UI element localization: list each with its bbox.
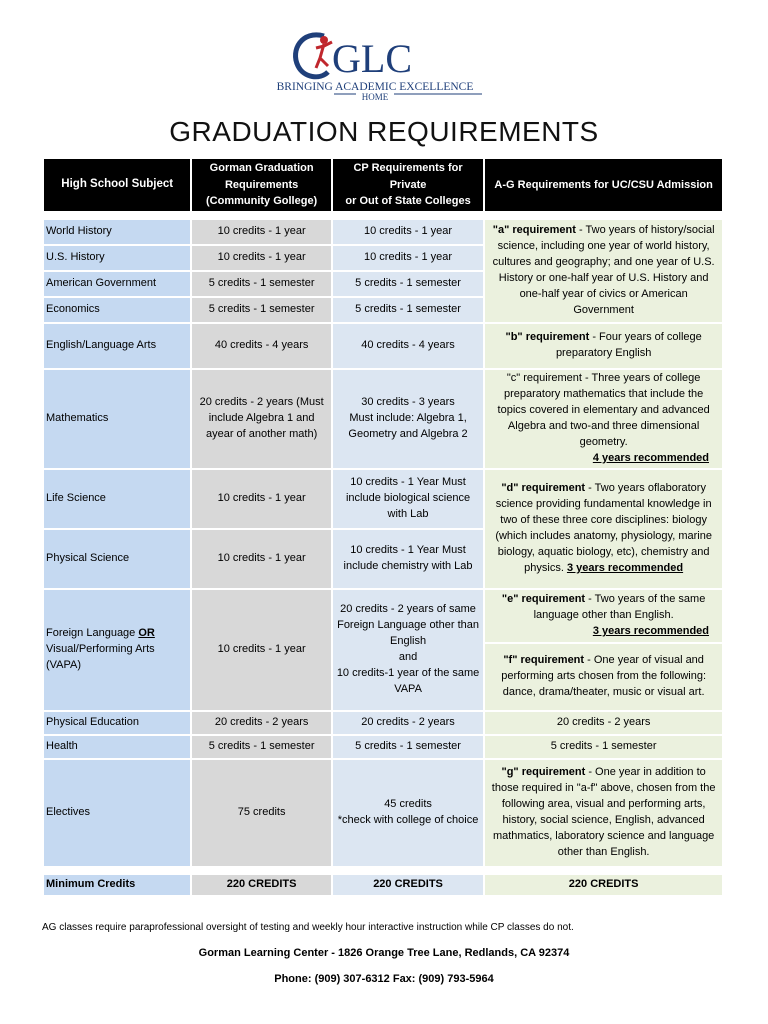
ag-g-text: - One year in addition to those required in "a-f" above, chosen from the following area, visual and performing arts, history, social science, English, advanced mathmatics, laboratory science and language other than English. (491, 766, 716, 858)
ag-a-label: "a" requirement (492, 224, 576, 237)
header-gorman-line3: (Community Gollege) (206, 195, 318, 208)
ag-g-label: "g" requirement (501, 766, 586, 779)
ag-c-recommended: 4 years recommended (592, 451, 709, 464)
ag-cell-c (485, 370, 722, 468)
glc-logo (262, 28, 488, 108)
gorman-cell: 10 credits - 1 year (192, 470, 330, 528)
table-row (44, 590, 722, 642)
table-row (44, 324, 722, 368)
logo-graphic (262, 28, 488, 108)
table-row (44, 760, 722, 866)
cp-cell: 5 credits - 1 semester (333, 736, 483, 758)
ag-cell-b (485, 324, 722, 368)
ag-b-label: "b" requirement (505, 331, 590, 344)
gorman-cell: 40 credits - 4 years (192, 324, 330, 368)
ag-b-text: - Four years of college preparatory English (555, 331, 702, 359)
subject-cell: U.S. History (44, 246, 190, 270)
subject-cell: Electives (44, 760, 190, 866)
subject-cell: Life Science (44, 470, 190, 528)
cp-electives-line2: *check with college of choice (337, 814, 479, 826)
ag-cell: 20 credits - 2 years (485, 712, 722, 734)
cp-math-line2: Must include: Algebra 1, (349, 412, 467, 425)
gorman-cell: 75 credits (192, 760, 330, 866)
table-row (44, 712, 722, 734)
subject-cell: Health (44, 736, 190, 758)
table-row (44, 220, 722, 244)
gorman-cell: 220 CREDITS (192, 875, 330, 895)
subject-cell (44, 590, 190, 710)
subject-fl-line2: Visual/Performing Arts (VAPA) (46, 643, 155, 671)
gorman-cell: 20 credits - 2 years (192, 712, 330, 734)
page-title: GRADUATION REQUIREMENTS (169, 116, 599, 147)
gorman-cell: 20 credits - 2 years (Must include Algebra 1 and ayear of another math) (192, 370, 330, 468)
ag-cell-f (485, 644, 722, 710)
header-cp-line1: CP Requirements for Private (353, 162, 463, 191)
subject-cell: American Government (44, 272, 190, 296)
logo-tagline-home: HOME (361, 92, 389, 102)
cp-cell (333, 760, 483, 866)
cp-cell: 40 credits - 4 years (333, 324, 483, 368)
ag-cell: 220 CREDITS (485, 875, 722, 895)
cp-cell: 20 credits - 2 years (333, 712, 483, 734)
header-gorman (192, 159, 330, 211)
logo-name: GLC (332, 36, 412, 81)
ag-d-text: - Two years oflaboratory science providing fundamental knowledge in two of these three core disciplines: biology (which includes anatomy, physiology, marine biology, aquatic biology, etc), chemistry and physics. (495, 482, 712, 574)
cp-cell (333, 370, 483, 468)
header-cp-line2: or Out of State Colleges (345, 195, 471, 208)
ag-e-text: - Two years of the same language other than English. (533, 593, 706, 622)
cp-fl-and: and (398, 651, 418, 663)
ag-a-text: - Two years of history/social science, including one year of world history, cultures and geography; and one year of U.S. History or one-half year of U.S. History and one-half year of civics or American Government (492, 224, 715, 316)
subject-cell: Mathematics (44, 370, 190, 468)
gorman-cell: 5 credits - 1 semester (192, 736, 330, 758)
subject-fl-line1: Foreign Language (46, 627, 136, 640)
subject-cell: Minimum Credits (44, 875, 190, 895)
subject-cell: World History (44, 220, 190, 244)
gorman-cell: 10 credits - 1 year (192, 590, 330, 710)
cp-electives-line1: 45 credits (384, 798, 432, 811)
ag-c-text: "c" requirement - Three years of college preparatory mathematics that include the topics covered in elementary and advanced Algebra and two-and three dimensional geometry. (497, 372, 710, 448)
ag-f-label: "f" requirement (503, 654, 585, 667)
table-row (44, 736, 722, 758)
cp-cell: 10 credits - 1 year (333, 246, 483, 270)
ag-cell: 5 credits - 1 semester (485, 736, 722, 758)
address: Gorman Learning Center - 1826 Orange Tree Lane, Redlands, CA 92374 (198, 947, 570, 959)
cp-fl-line1: 20 credits - 2 years of same Foreign Language other than English (337, 603, 479, 648)
subject-fl-or: OR (138, 627, 155, 640)
cp-cell: 10 credits - 1 year (333, 220, 483, 244)
table-row (44, 370, 722, 468)
cp-cell (333, 590, 483, 710)
requirements-table (42, 157, 724, 897)
ag-cell-d (485, 470, 722, 588)
ag-cell-g (485, 760, 722, 866)
gorman-cell: 5 credits - 1 semester (192, 298, 330, 322)
ag-e-recommended: 3 years recommended (592, 624, 709, 637)
logo-tagline: BRINGING ACADEMIC EXCELLENCE (276, 81, 474, 93)
table-row (44, 470, 722, 528)
header-row (44, 159, 722, 211)
subject-cell: Physical Science (44, 530, 190, 588)
cp-cell: 220 CREDITS (333, 875, 483, 895)
header-cp (333, 159, 483, 211)
subject-cell: Physical Education (44, 712, 190, 734)
phone-fax: Phone: (909) 307-6312 Fax: (909) 793-5964 (274, 973, 494, 985)
footnote: AG classes require paraprofessional oversight of testing and weekly hour interactive instruction while CP classes do not. (42, 922, 574, 933)
cp-fl-line2: 10 credits-1 year of the same VAPA (336, 666, 480, 695)
subject-cell: Economics (44, 298, 190, 322)
ag-e-label: "e" requirement (501, 593, 586, 606)
logo-figure-icon (320, 36, 328, 44)
header-subject: High School Subject (44, 159, 190, 211)
ag-cell-e (485, 590, 722, 642)
cp-cell: 5 credits - 1 semester (333, 298, 483, 322)
ag-f-text: - One year of visual and performing arts chosen from the following: dance, drama/theater, music or visual art. (501, 654, 707, 698)
header-ag: A-G Requirements for UC/CSU Admission (485, 159, 722, 211)
ag-d-recommended: 3 years recommended (566, 561, 684, 574)
ag-d-label: "d" requirement (501, 482, 586, 495)
cp-math-line1: 30 credits - 3 years (361, 396, 455, 409)
cp-math-line3: Geometry and Algebra 2 (348, 427, 468, 440)
cp-cell: 10 credits - 1 Year Must include biological science with Lab (333, 470, 483, 528)
minimum-credits-row (44, 875, 722, 895)
ag-cell-a (485, 220, 722, 322)
cp-cell: 5 credits - 1 semester (333, 272, 483, 296)
gorman-cell: 10 credits - 1 year (192, 220, 330, 244)
subject-cell: English/Language Arts (44, 324, 190, 368)
header-gorman-line1: Gorman Graduation (209, 162, 314, 175)
gorman-cell: 5 credits - 1 semester (192, 272, 330, 296)
header-gorman-line2: Requirements (224, 178, 299, 191)
cp-cell: 10 credits - 1 Year Must include chemistry with Lab (333, 530, 483, 588)
gorman-cell: 10 credits - 1 year (192, 246, 330, 270)
gorman-cell: 10 credits - 1 year (192, 530, 330, 588)
